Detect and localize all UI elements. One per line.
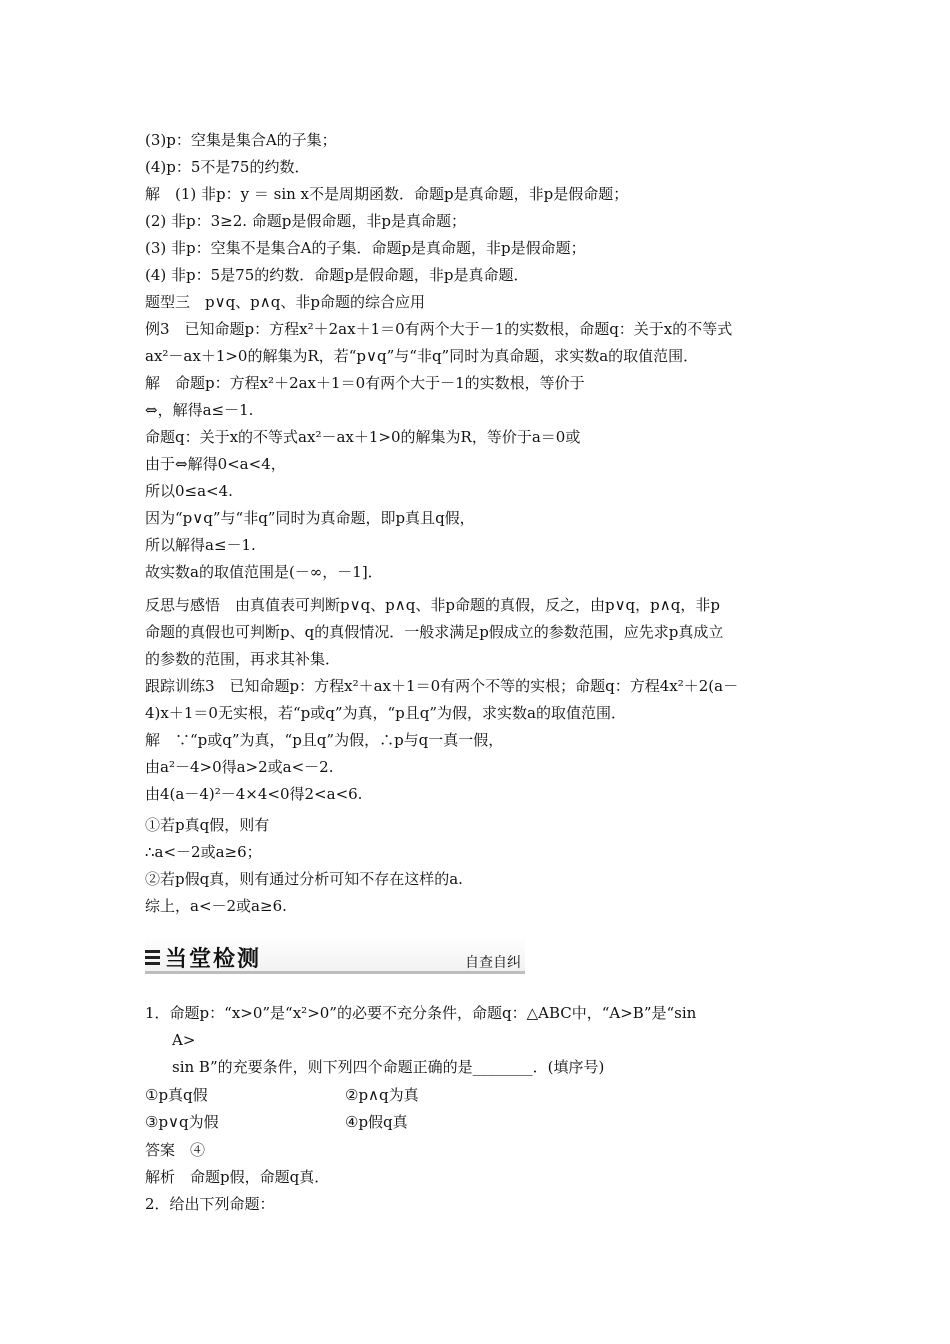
text-line: 例3 已知命题p：方程x²＋2ax＋1＝0有两个大于－1的实数根，命题q：关于x的不等式 <box>145 320 733 338</box>
text-line: 由于⇔解得0<a<4， <box>145 455 286 473</box>
text-line: 反思与感悟 由真值表可判断p∨q、p∧q、非p命题的真假，反之，由p∨q，p∧q，非p <box>145 596 720 614</box>
text-line: ∴a<－2或a≥6； <box>145 843 262 861</box>
text-line: (2) 非p：3≥2. 命题p是假命题，非p是真命题； <box>145 212 467 230</box>
analysis-line: 解析 命题p假，命题q真． <box>145 1168 330 1186</box>
question-line: 2．给出下列命题： <box>145 1195 275 1213</box>
text-line: 由4(a－4)²－4×4<0得2<a<6. <box>145 785 363 803</box>
text-line: 综上，a<－2或a≥6. <box>145 897 287 915</box>
option-item: ①p真q假 <box>145 1086 208 1104</box>
text-line: ⇔，解得a≤－1. <box>145 401 254 419</box>
text-line: ①若p真q假，则有 <box>145 816 270 834</box>
text-line: 命题的真假也可判断p、q的真假情况．一般求满足p假成立的参数范围，应先求p真成立 <box>145 623 724 641</box>
banner-title: 当堂检测 <box>165 947 262 972</box>
banner-subtitle: 自查自纠 <box>465 955 521 971</box>
answer-line: 答案 ④ <box>145 1141 206 1159</box>
option-item: ③p∨q为假 <box>145 1113 219 1131</box>
question-line: A> <box>172 1031 196 1049</box>
text-line: ax²－ax＋1>0的解集为R，若“p∨q”与“非q”同时为真命题，求实数a的取值范围． <box>145 347 699 365</box>
section-banner <box>145 936 525 974</box>
text-line: 解 命题p：方程x²＋2ax＋1＝0有两个大于－1的实数根，等价于 <box>145 374 585 392</box>
text-line: 跟踪训练3 已知命题p：方程x²＋ax＋1＝0有两个不等的实根；命题q：方程4x²＋2(a－ <box>145 677 739 695</box>
text-line: (4)p：5不是75的约数． <box>145 158 310 176</box>
text-line: 所以解得a≤－1. <box>145 536 256 554</box>
text-line: 解 ∵“p或q”为真，“p且q”为假，∴p与q一真一假， <box>145 731 504 749</box>
text-line: 命题q：关于x的不等式ax²－ax＋1>0的解集为R，等价于a＝0或 <box>145 428 581 446</box>
question-line: 1．命题p：“x>0”是“x²>0”的必要不充分条件，命题q：△ABC中，“A>B”是“sin <box>145 1004 697 1022</box>
text-line: (4) 非p：5是75的约数．命题p是假命题，非p是真命题． <box>145 266 529 284</box>
text-line: 解 (1) 非p：y ＝ sin x不是周期函数．命题p是真命题，非p是假命题； <box>145 185 629 203</box>
text-line: (3)p：空集是集合A的子集； <box>145 131 337 149</box>
stripes-icon <box>145 948 161 968</box>
text-line: 因为“p∨q”与“非q”同时为真命题，即p真且q假， <box>145 509 475 527</box>
text-line: 的参数的范围，再求其补集． <box>145 650 341 668</box>
option-item: ④p假q真 <box>345 1113 408 1131</box>
text-line: 由a²－4>0得a>2或a<－2. <box>145 758 334 776</box>
text-line: 故实数a的取值范围是(－∞，－1]． <box>145 563 383 581</box>
question-line: sin B”的充要条件，则下列四个命题正确的是________．(填序号) <box>172 1058 605 1076</box>
text-line: (3) 非p：空集不是集合A的子集．命题p是真命题，非p是假命题； <box>145 239 586 257</box>
text-line: ②若p假q真，则有通过分析可知不存在这样的a. <box>145 870 463 888</box>
option-item: ②p∧q为真 <box>345 1086 419 1104</box>
text-line: 4)x＋1＝0无实根，若“p或q”为真，“p且q”为假，求实数a的取值范围． <box>145 704 626 722</box>
section-heading: 题型三 p∨q、p∧q、非p命题的综合应用 <box>145 293 425 311</box>
text-line: 所以0≤a<4. <box>145 482 233 500</box>
